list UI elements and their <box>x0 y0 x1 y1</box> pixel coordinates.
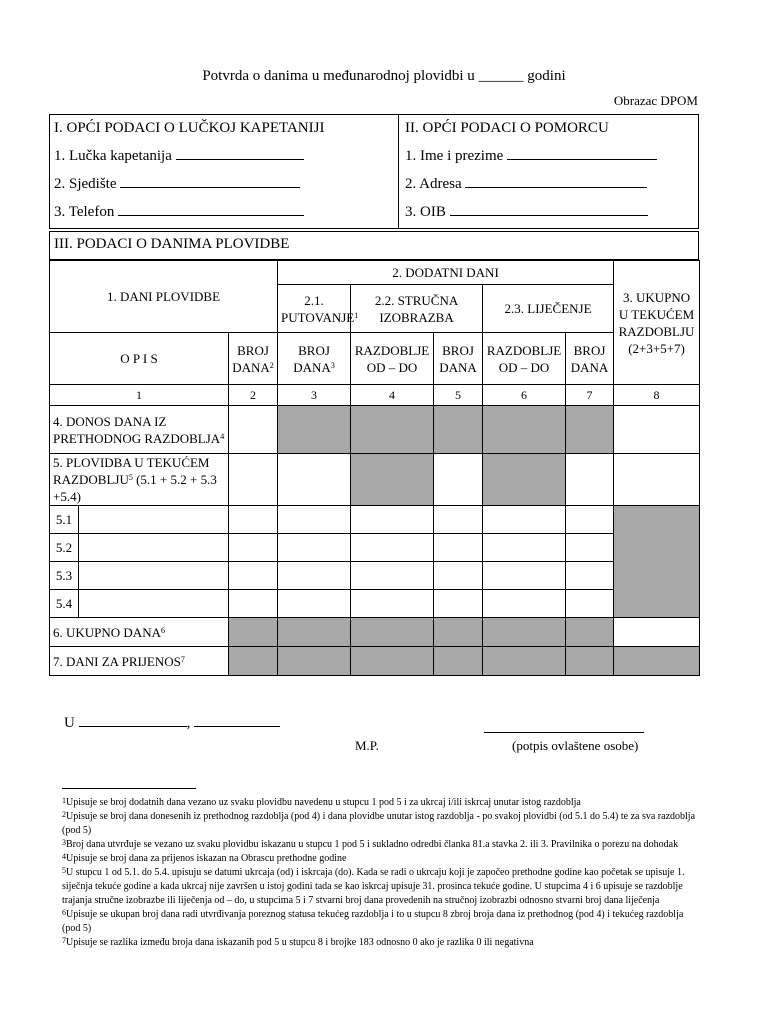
cell-disabled <box>566 647 614 676</box>
cell[interactable] <box>566 590 614 618</box>
subrow-label: 5.3 <box>50 562 79 590</box>
stamp-placeholder: M.P. <box>355 738 379 753</box>
header-sailing-days: 1. DANI PLOVIDBE <box>50 261 278 333</box>
cell[interactable] <box>483 590 566 618</box>
address-field[interactable] <box>405 176 647 193</box>
row-current-label: 5. PLOVIDBA U TEKUĆEM RAZDOBLJU$^5$ (5.1 + 5.2 + 5.3 +5.4) <box>50 454 229 506</box>
header-period-col4: RAZDOBLJE OD – DO <box>351 333 434 385</box>
name-field[interactable] <box>405 148 657 165</box>
col-number-7: 7 <box>566 385 614 406</box>
footnote-2: $^2$Upisuje se broj dana donesenih iz prethodnog razdoblja (pod 4) i dana plovidbe unutar istog razdoblja - po svakoj plovidbi (od 5.1 do 5.4) te za sva razdoblja (pod 5) <box>62 810 696 836</box>
cell-disabled <box>434 647 483 676</box>
cell-disabled <box>278 406 351 454</box>
row-total-label: 6. UKUPNO DANA$^6$ <box>50 618 229 647</box>
footnote-7: $^7$Upisuje se razlika između broja dana iskazanih pod 5 u stupcu 8 i brojke 183 odnosno 0 ako je razlika 0 ili negativna <box>62 936 534 948</box>
cell-disabled <box>614 506 700 618</box>
cell[interactable] <box>229 534 278 562</box>
cell-disabled <box>483 406 566 454</box>
subrow-label: 5.1 <box>50 506 79 534</box>
subrow-label: 5.2 <box>50 534 79 562</box>
row-transfer-text: 7. DANI ZA PRIJENOS <box>53 653 181 669</box>
header-total <box>614 261 700 385</box>
header-days-col2-label: BROJ DANA <box>232 342 270 375</box>
cell[interactable] <box>566 506 614 534</box>
cell[interactable] <box>278 506 351 534</box>
general-info-divider <box>398 114 399 229</box>
cell[interactable] <box>278 454 351 506</box>
section2-heading: II. OPĆI PODACI O POMORCU <box>405 120 609 136</box>
phone-label: 3. Telefon <box>54 204 115 220</box>
footnote-5: $^5$U stupcu 1 od 5.1. do 5.4. upisuju se datumi ukrcaja (od) i iskrcaja (do). Kada se radi o ukrcaju koji je započeo prethodne godine kao početak se upisuje 1. siječnja tekuće godine a kada ukrcaj nije završen u istoj godini tada se kao iskrcaj upisuje 31. prosinca tekuće godine. U stupcima 4 i 6 upisuje se razdoblje trajanja stručne izobrazbe ili liječenja od – do, u stupcima 5 i 7 stvarni broj dana provedenih na stručnoj izobrazbi odnosno stvarni broj dana liječenja <box>62 866 685 906</box>
cell-disabled <box>483 647 566 676</box>
cell[interactable] <box>614 618 700 647</box>
row-current-text: 5. PLOVIDBA U TEKUĆEM RAZDOBLJU <box>53 455 210 487</box>
cell[interactable] <box>566 534 614 562</box>
cell-disabled <box>351 406 434 454</box>
cell[interactable] <box>483 506 566 534</box>
name-label: 1. Ime i prezime <box>405 148 504 164</box>
cell-disabled <box>566 406 614 454</box>
row-total-text: 6. UKUPNO DANA <box>53 624 161 640</box>
cell[interactable] <box>351 562 434 590</box>
cell[interactable] <box>278 562 351 590</box>
cell[interactable] <box>79 562 229 590</box>
row-carryover-text: 4. DONOS DANA IZ PRETHODNOG RAZDOBLJA <box>53 413 221 446</box>
cell[interactable] <box>229 506 278 534</box>
section1-heading: I. OPĆI PODACI O LUČKOJ KAPETANIJI <box>54 120 325 136</box>
cell-disabled <box>229 647 278 676</box>
footnotes <box>62 796 702 950</box>
seat-label: 2. Sjedište <box>54 176 117 192</box>
cell[interactable] <box>229 562 278 590</box>
cell-disabled <box>351 454 434 506</box>
page-title: Potvrda o danima u međunarodnoj plovidbi u ______ godini <box>202 68 566 84</box>
cell[interactable] <box>434 454 483 506</box>
cell[interactable] <box>434 534 483 562</box>
signature-line[interactable] <box>484 732 644 733</box>
cell-disabled <box>566 618 614 647</box>
footnote-4: $^4$Upisuje se broj dana za prijenos iskazan na Obrascu prethodne godine <box>62 852 347 864</box>
header-treatment: 2.3. LIJEČENJE <box>483 285 614 333</box>
cell-disabled <box>278 618 351 647</box>
cell[interactable] <box>79 590 229 618</box>
cell-disabled <box>278 647 351 676</box>
cell[interactable] <box>566 562 614 590</box>
cell[interactable] <box>614 454 700 506</box>
address-label: 2. Adresa <box>405 176 462 192</box>
col-number-4: 4 <box>351 385 434 406</box>
cell[interactable] <box>278 590 351 618</box>
cell[interactable] <box>434 562 483 590</box>
cell[interactable] <box>79 534 229 562</box>
footnote-1: $^1$Upisuje se broj dodatnih dana vezano uz svaku plovidbu navedenu u stupcu 1 pod 5 i za ukrcaj i/ili iskrcaj unutar istog razdoblja <box>62 796 581 808</box>
signature-caption: (potpis ovlaštene osobe) <box>512 738 639 753</box>
cell-disabled <box>483 454 566 506</box>
cell-disabled <box>229 618 278 647</box>
footnote-6: $^6$Upisuje se ukupan broj dana radi utvrđivanja poreznog statusa tekućeg razdoblja i to u stupcu 8 zbroj broja dana iz prethodnog (pod 4) i tekućeg razdoblja (pod 5) <box>62 908 684 934</box>
cell[interactable] <box>434 590 483 618</box>
header-training: 2.2. STRUČNA IZOBRAZBA <box>351 285 483 333</box>
cell[interactable] <box>351 506 434 534</box>
cell-disabled <box>483 618 566 647</box>
oib-field[interactable] <box>405 204 648 221</box>
header-days-col3: BROJ DANA$^3$ <box>278 333 351 385</box>
cell-disabled <box>351 618 434 647</box>
harbor-authority-field[interactable] <box>54 148 304 165</box>
cell-disabled <box>351 647 434 676</box>
cell[interactable] <box>483 534 566 562</box>
col-number-3: 3 <box>278 385 351 406</box>
place-comma: , <box>186 715 191 731</box>
cell[interactable] <box>79 506 229 534</box>
col-number-1: 1 <box>50 385 229 406</box>
section3-heading: III. PODACI O DANIMA PLOVIDBE <box>54 236 290 252</box>
cell-disabled <box>614 647 700 676</box>
place-date-field[interactable] <box>64 715 280 732</box>
col-number-5: 5 <box>434 385 483 406</box>
col-number-8: 8 <box>614 385 700 406</box>
phone-field[interactable] <box>54 204 304 221</box>
col-number-6: 6 <box>483 385 566 406</box>
cell[interactable] <box>229 590 278 618</box>
header-description: O P I S <box>50 333 229 385</box>
oib-label: 3. OIB <box>405 204 446 220</box>
header-travel: 2.1. PUTOVANJE$^1$ <box>278 285 351 333</box>
place-prefix: U <box>64 715 75 731</box>
header-total-formula: (2+3+5+7) <box>628 340 685 356</box>
cell[interactable] <box>229 454 278 506</box>
subrow-label: 5.4 <box>50 590 79 618</box>
row-carryover-label: 4. DONOS DANA IZ PRETHODNOG RAZDOBLJA$^4$ <box>50 406 229 454</box>
header-additional-days: 2. DODATNI DANI <box>278 261 614 285</box>
header-travel-label: 2.1. PUTOVANJE <box>281 292 355 325</box>
seat-field[interactable] <box>54 176 300 193</box>
header-days-col5: BROJ DANA <box>434 333 483 385</box>
col-number-2: 2 <box>229 385 278 406</box>
footnote-separator <box>62 788 196 789</box>
cell[interactable] <box>351 590 434 618</box>
cell[interactable] <box>229 406 278 454</box>
header-days-col2: BROJ DANA$^2$ <box>229 333 278 385</box>
sailing-days-table <box>49 260 700 676</box>
row-transfer-label: 7. DANI ZA PRIJENOS$^7$ <box>50 647 229 676</box>
header-days-col3-label: BROJ DANA <box>293 342 331 375</box>
cell[interactable] <box>614 406 700 454</box>
cell-disabled <box>434 406 483 454</box>
cell[interactable] <box>351 534 434 562</box>
cell[interactable] <box>483 562 566 590</box>
cell[interactable] <box>278 534 351 562</box>
cell[interactable] <box>434 506 483 534</box>
header-total-label: 3. UKUPNO U TEKUĆEM RAZDOBLJU <box>618 289 695 339</box>
footnote-3: $^3$Broj dana utvrđuje se vezano uz svaku plovidbu iskazanu u stupcu 1 pod 5 i sukladno odredbi članka 81.a stavka 2. ili 3. Pravilnika o porezu na dohodak <box>62 838 679 850</box>
header-period-col6: RAZDOBLJE OD – DO <box>483 333 566 385</box>
harbor-authority-label: 1. Lučka kapetanija <box>54 148 172 164</box>
cell-disabled <box>434 618 483 647</box>
cell[interactable] <box>566 454 614 506</box>
header-days-col7: BROJ DANA <box>566 333 614 385</box>
row-current-formula: (5.1 + 5.2 + 5.3 +5.4) <box>53 472 217 504</box>
form-code: Obrazac DPOM <box>613 93 698 108</box>
